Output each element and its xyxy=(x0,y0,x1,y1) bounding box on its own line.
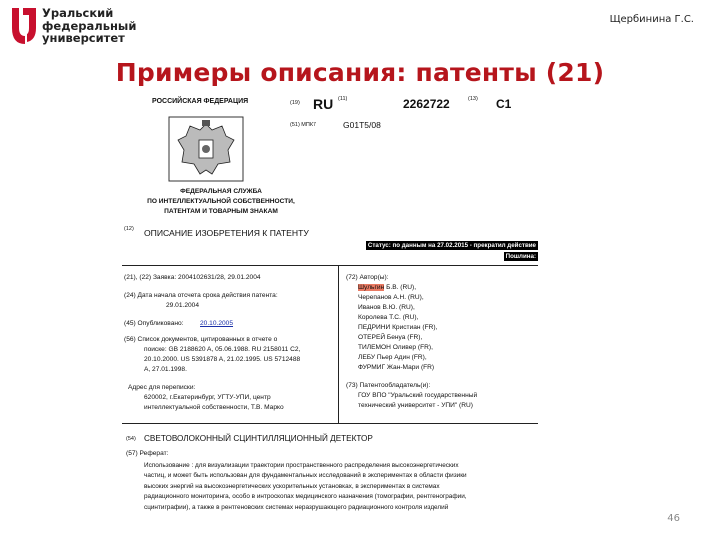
owner-line-1: ГОУ ВПО "Уральский государственный xyxy=(358,392,478,399)
author-7: ТИЛЕМОН Оливер (FR), xyxy=(358,344,433,351)
author-5: ПЕДРИНИ Кристиан (FR), xyxy=(358,324,438,331)
mpk-label: (51) МПК xyxy=(290,122,314,128)
invention-title: СВЕТОВОЛОКОННЫЙ СЦИНТИЛЛЯЦИОННЫЙ ДЕТЕКТОР xyxy=(144,434,373,443)
author-9: ФУРМИГ Жан-Мари (FR) xyxy=(358,364,435,371)
kind-code: C1 xyxy=(496,97,512,111)
divider-top xyxy=(122,265,538,266)
patent-document xyxy=(118,94,540,518)
logo-line-1: Уральский xyxy=(42,6,114,20)
mpk-sup: 7 xyxy=(313,122,316,128)
urfu-logo xyxy=(10,6,190,48)
service-line-1: ФЕДЕРАЛЬНАЯ СЛУЖБА xyxy=(180,188,262,195)
start-date-value: 29.01.2004 xyxy=(166,302,200,309)
patent-number: 2262722 xyxy=(403,97,450,111)
status-bar: Статус: по данным на 27.02.2015 - прекратил действие xyxy=(367,242,536,249)
mpk-value: G01T5/08 xyxy=(343,120,381,130)
logo-line-2: федеральный xyxy=(42,18,137,33)
abstract-text xyxy=(144,461,536,513)
logo-line-3: университет xyxy=(42,31,125,45)
doc-code: (12) xyxy=(124,226,134,232)
invention-code: (54) xyxy=(126,436,136,442)
owner-label: (73) Патентообладатель(и): xyxy=(346,382,431,389)
code-13: (13) xyxy=(468,96,478,102)
service-line-3: ПАТЕНТАМ И ТОВАРНЫМ ЗНАКАМ xyxy=(164,208,278,215)
address-label: Адрес для переписки: xyxy=(128,384,196,391)
citations-line-1: поиске: GB 2188620 A, 05.06.1988. RU 2158011 C2, xyxy=(144,346,301,353)
logo-wordmark xyxy=(42,7,136,45)
published-date-link[interactable]: 20.10.2005 xyxy=(200,320,234,327)
address-line-2: интеллектуальной собственности, Т.В. Марко xyxy=(144,404,284,411)
doc-type: ОПИСАНИЕ ИЗОБРЕТЕНИЯ К ПАТЕНТУ xyxy=(144,228,309,238)
country-header: РОССИЙСКАЯ ФЕДЕРАЦИЯ xyxy=(152,98,249,105)
application-info: (21), (22) Заявка: 2004102631/28, 29.01.2004 xyxy=(124,274,261,281)
divider-bottom xyxy=(122,423,538,424)
fee-bar: Пошлина: xyxy=(505,253,536,260)
author-first-rest: Б.В. (RU), xyxy=(386,284,417,291)
address-line-1: 620002, г.Екатеринбург, УГТУ-УПИ, центр xyxy=(144,394,271,401)
slide-title: Примеры описания: патенты (21) xyxy=(115,58,605,87)
author-2: Черепанов А.Н. (RU), xyxy=(358,294,424,301)
author-name: Щербинина Г.С. xyxy=(609,14,694,25)
author-8: ЛЕБУ Пьер Адин (FR), xyxy=(358,354,427,361)
mpk-code xyxy=(290,122,316,128)
citations-line-3: A, 27.01.1998. xyxy=(144,366,187,373)
abstract-line-1: Использование : для визуализации траектории пространственного распределения высокоэнергетических xyxy=(144,462,459,469)
author-6: ОТЕРЕЙ Бенуа (FR), xyxy=(358,334,423,341)
code-19: (19) xyxy=(290,100,300,106)
owner-line-2: технический университет - УПИ" (RU) xyxy=(358,402,473,409)
author-first xyxy=(358,284,416,291)
author-highlight: Шульгин xyxy=(358,284,385,291)
code-11: (11) xyxy=(338,96,348,102)
abstract-line-4: радиационного мониторинга, особо в интроскопах медицинского назначения (томографии, рентгенографии, xyxy=(144,493,467,501)
country-code: RU xyxy=(313,96,334,112)
citations-line-2: 20.10.2000. US 5391878 A, 21.02.1995. US 5712488 xyxy=(144,356,301,363)
author-4: Королева Т.С. (RU), xyxy=(358,314,419,321)
column-divider xyxy=(338,265,339,423)
abstract-line-2: частиц, и может быть использован для фундаментальных исследований в экспериментах в области физики xyxy=(144,472,467,480)
citations-label: (56) Список документов, цитированных в отчете о xyxy=(124,336,278,343)
coat-of-arms-icon xyxy=(168,116,244,182)
page-number: 46 xyxy=(667,513,680,524)
abstract-line-5: сцинтиграфии), а также в рентгеновских системах неразрушающего радиационного контроля изделий xyxy=(144,503,449,511)
author-3: Иванов В.Ю. (RU), xyxy=(358,304,415,311)
abstract-label: (57) Реферат: xyxy=(126,450,169,457)
abstract-line-3: высоких энергий на высокоэнергетических ускорительных установках, в экспериментах в системах xyxy=(144,482,440,490)
urfu-emblem-icon xyxy=(10,6,38,46)
service-line-2: ПО ИНТЕЛЛЕКТУАЛЬНОЙ СОБСТВЕННОСТИ, xyxy=(147,198,295,205)
authors-label: (72) Автор(ы): xyxy=(346,274,389,281)
start-date-label: (24) Дата начала отсчета срока действия патента: xyxy=(124,292,278,299)
published-label: (45) Опубликовано: xyxy=(124,320,184,327)
